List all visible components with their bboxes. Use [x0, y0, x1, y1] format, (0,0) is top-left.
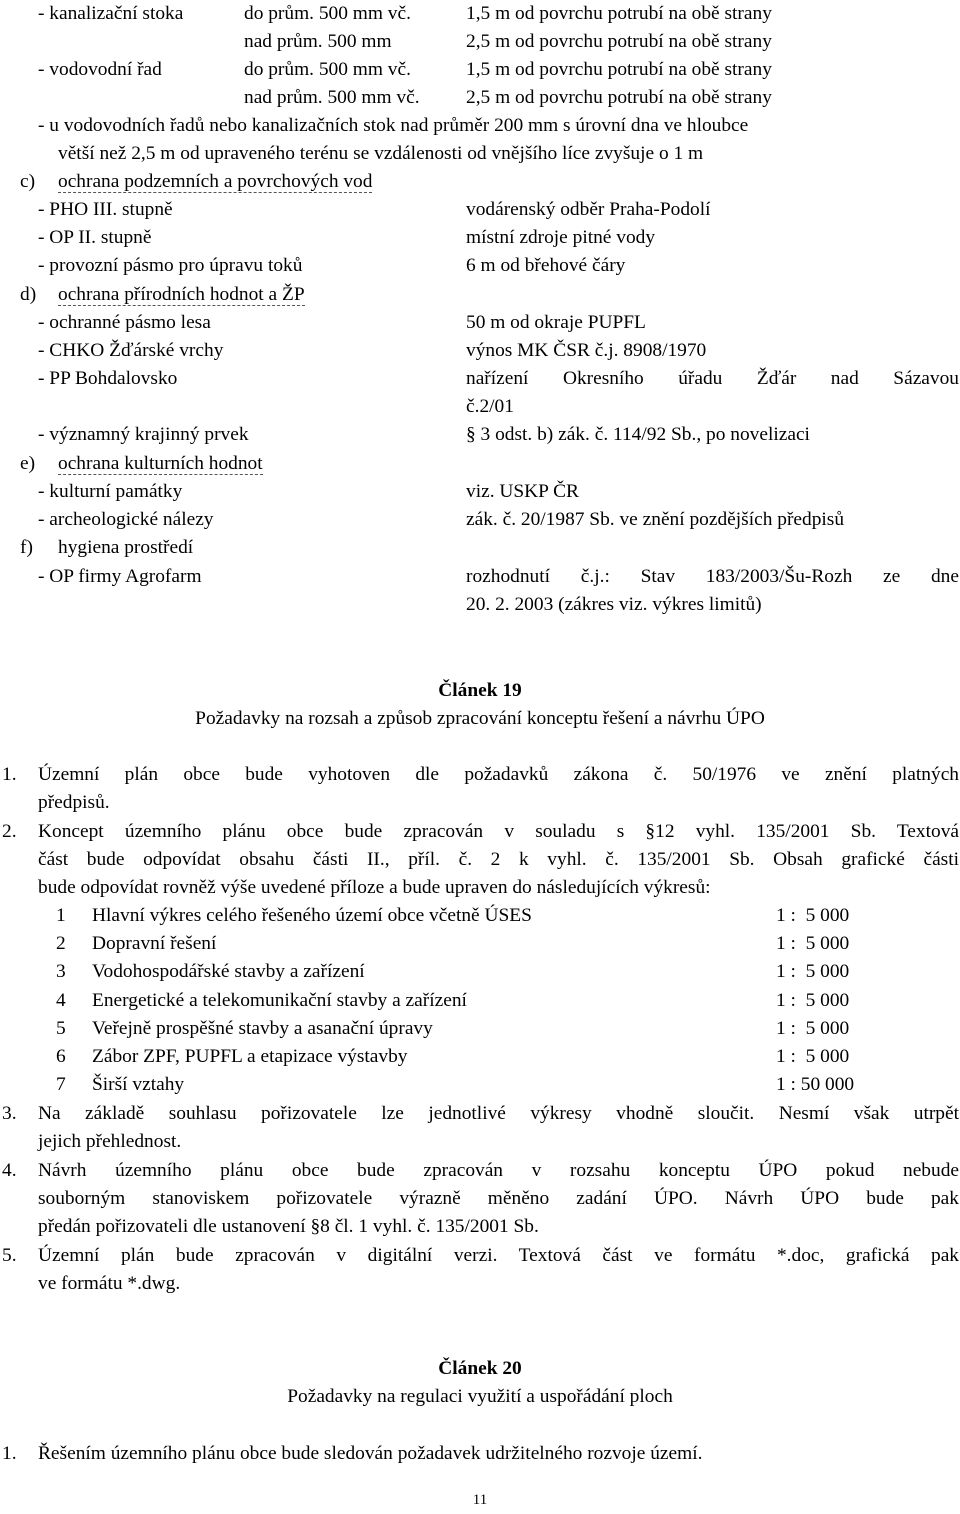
item-value: § 3 odst. b) zák. č. 114/92 Sb., po novelizaci [466, 424, 810, 445]
row-label: - vodovodní řad [38, 59, 162, 80]
point-number: 1. [2, 764, 17, 785]
section-label: e) [20, 453, 36, 474]
paragraph-line: Územní plán bude zpracován v digitální verzi. Textová část ve formátu *.doc, grafická pak [38, 1245, 959, 1266]
paragraph-line: Na základě souhlasu pořizovatele lze jednotlivé výkresy vhodně sloučit. Nesmí však utrpět [38, 1103, 959, 1124]
drawing-scale: 1 : 5 000 [776, 905, 850, 926]
drawing-scale: 1 : 5 000 [776, 961, 850, 982]
row-distance: 1,5 m od povrchu potrubí na obě strany [466, 59, 772, 80]
item-label: - OP firmy Agrofarm [38, 566, 202, 587]
item-label: - významný krajinný prvek [38, 424, 249, 445]
paragraph-line: - u vodovodních řadů nebo kanalizačních stok nad průměr 200 mm s úrovní dna ve hloubce [38, 115, 749, 136]
drawing-number: 6 [56, 1046, 66, 1067]
drawing-name: Vodohospodářské stavby a zařízení [92, 961, 365, 982]
article-heading: Článek 20 [438, 1358, 522, 1379]
drawing-scale: 1 : 5 000 [776, 990, 850, 1011]
paragraph-line: Územní plán obce bude vyhotoven dle požadavků zákona č. 50/1976 ve znění platných [38, 764, 959, 785]
paragraph-line: Návrh územního plánu obce bude zpracován v rozsahu konceptu ÚPO pokud nebude [38, 1160, 959, 1181]
drawing-name: Širší vztahy [92, 1074, 185, 1095]
drawing-number: 2 [56, 933, 66, 954]
item-label: - CHKO Žďárské vrchy [38, 340, 224, 361]
point-number: 5. [2, 1245, 17, 1266]
article-subtitle: Požadavky na regulaci využití a uspořádání ploch [287, 1386, 673, 1407]
section-title: ochrana kulturních hodnot [58, 453, 263, 474]
section-label: d) [20, 284, 37, 305]
item-value-cont: č.2/01 [466, 396, 514, 417]
item-value: 50 m od okraje PUPFL [466, 312, 646, 333]
drawing-scale: 1 : 5 000 [776, 933, 850, 954]
paragraph-line: ve formátu *.dwg. [38, 1273, 181, 1294]
row-distance: 2,5 m od povrchu potrubí na obě strany [466, 87, 772, 108]
drawing-scale: 1 : 5 000 [776, 1018, 850, 1039]
drawing-number: 5 [56, 1018, 66, 1039]
row-range: nad prům. 500 mm vč. [244, 87, 420, 108]
point-number: 3. [2, 1103, 17, 1124]
page-number: 11 [472, 1492, 488, 1508]
article-subtitle: Požadavky na rozsah a způsob zpracování konceptu řešení a návrhu ÚPO [195, 708, 765, 729]
paragraph-line: souborným stanoviskem pořizovatele výrazně měněno zadání ÚPO. Návrh ÚPO bude pak [38, 1188, 959, 1209]
item-value: viz. USKP ČR [466, 481, 579, 502]
row-range: nad prům. 500 mm [244, 31, 392, 52]
row-range: do prům. 500 mm vč. [244, 3, 411, 24]
item-value: vodárenský odběr Praha-Podolí [466, 199, 711, 220]
row-label: - kanalizační stoka [38, 3, 184, 24]
drawing-name: Dopravní řešení [92, 933, 217, 954]
row-distance: 1,5 m od povrchu potrubí na obě strany [466, 3, 772, 24]
section-label: f) [20, 537, 33, 558]
drawing-number: 4 [56, 990, 66, 1011]
drawing-scale: 1 : 5 000 [776, 1046, 850, 1067]
drawing-name: Zábor ZPF, PUPFL a etapizace výstavby [92, 1046, 408, 1067]
paragraph-line: předpisů. [38, 792, 110, 813]
paragraph-line: Koncept územního plánu obce bude zpracován v souladu s §12 vyhl. 135/2001 Sb. Textová [38, 821, 959, 842]
point-number: 1. [2, 1443, 17, 1464]
paragraph-line: bude odpovídat rovněž výše uvedené příloze a bude upraven do následujících výkresů: [38, 877, 711, 898]
item-value: zák. č. 20/1987 Sb. ve znění pozdějších předpisů [466, 509, 845, 530]
item-value: nařízení Okresního úřadu Žďár nad Sázavou [466, 368, 959, 389]
item-label: - PP Bohdalovsko [38, 368, 178, 389]
paragraph-line: Řešením územního plánu obce bude sledován požadavek udržitelného rozvoje území. [38, 1443, 703, 1464]
item-value: výnos MK ČSR č.j. 8908/1970 [466, 340, 707, 361]
item-value-cont: 20. 2. 2003 (zákres viz. výkres limitů) [466, 594, 762, 615]
drawing-name: Energetické a telekomunikační stavby a zařízení [92, 990, 467, 1011]
item-label: - OP II. stupně [38, 227, 152, 248]
drawing-scale: 1 : 50 000 [776, 1074, 855, 1095]
item-label: - ochranné pásmo lesa [38, 312, 211, 333]
item-label: - archeologické nálezy [38, 509, 214, 530]
drawing-name: Veřejně prospěšné stavby a asanační úpravy [92, 1018, 433, 1039]
paragraph-line: předán pořizovateli dle ustanovení §8 čl. 1 vyhl. č. 135/2001 Sb. [38, 1216, 539, 1237]
item-label: - provozní pásmo pro úpravu toků [38, 255, 303, 276]
paragraph-line: jejich přehlednost. [38, 1131, 182, 1152]
drawing-number: 3 [56, 961, 66, 982]
item-value: místní zdroje pitné vody [466, 227, 656, 248]
drawing-number: 1 [56, 905, 66, 926]
section-title: ochrana podzemních a povrchových vod [58, 171, 373, 192]
item-value: 6 m od břehové čáry [466, 255, 626, 276]
point-number: 2. [2, 821, 17, 842]
section-label: c) [20, 171, 36, 192]
row-range: do prům. 500 mm vč. [244, 59, 411, 80]
section-title: hygiena prostředí [58, 537, 194, 558]
item-value: rozhodnutí č.j.: Stav 183/2003/Šu-Rozh ze dne [466, 566, 959, 587]
item-label: - kulturní památky [38, 481, 183, 502]
item-label: - PHO III. stupně [38, 199, 173, 220]
section-title: ochrana přírodních hodnot a ŽP [58, 284, 305, 305]
point-number: 4. [2, 1160, 17, 1181]
drawing-number: 7 [56, 1074, 66, 1095]
paragraph-line: větší než 2,5 m od upraveného terénu se vzdálenosti od vnějšího líce zvyšuje o 1 m [58, 143, 704, 164]
article-heading: Článek 19 [438, 680, 522, 701]
paragraph-line: část bude odpovídat obsahu části II., příl. č. 2 k vyhl. č. 135/2001 Sb. Obsah grafické části [38, 849, 959, 870]
drawing-name: Hlavní výkres celého řešeného území obce včetně ÚSES [92, 905, 532, 926]
row-distance: 2,5 m od povrchu potrubí na obě strany [466, 31, 772, 52]
